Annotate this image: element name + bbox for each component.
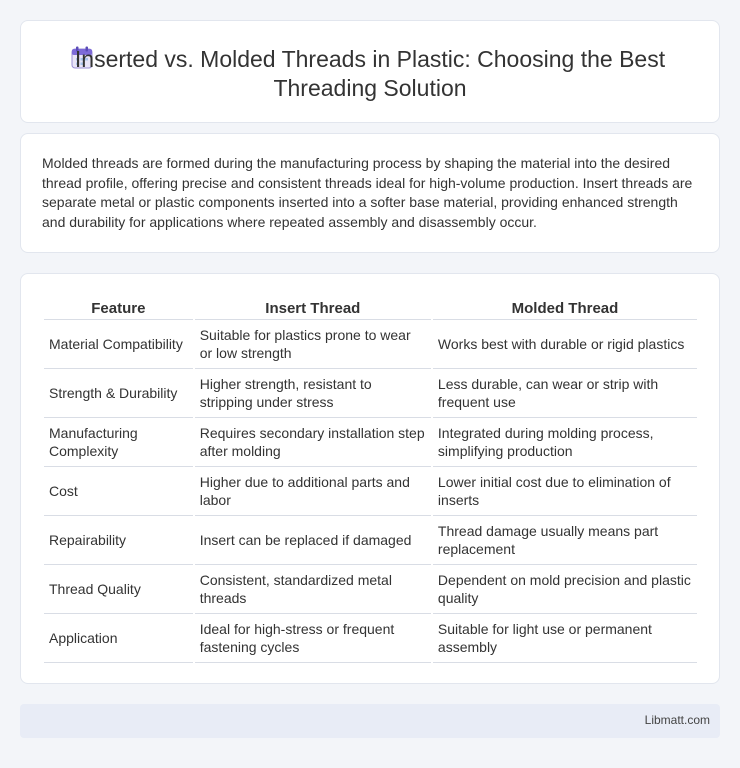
cell-insert-thread: Suitable for plastics prone to wear or low strength (195, 320, 431, 369)
cell-insert-thread: Higher strength, resistant to stripping under stress (195, 369, 431, 418)
table-row (44, 565, 697, 614)
comparison-table (42, 294, 699, 663)
table-row (44, 614, 697, 663)
cell-insert-thread: Requires secondary installation step after molding (195, 418, 431, 467)
footer-site-link[interactable]: Libmatt.com (644, 713, 710, 727)
cell-molded-thread: Works best with durable or rigid plastics (433, 320, 697, 369)
cell-molded-thread: Lower initial cost due to elimination of inserts (433, 467, 697, 516)
title-card (20, 20, 720, 123)
footer (20, 704, 720, 738)
cell-molded-thread: Less durable, can wear or strip with frequent use (433, 369, 697, 418)
cell-feature: Material Compatibility (44, 320, 193, 369)
cell-feature: Thread Quality (44, 565, 193, 614)
cell-molded-thread: Suitable for light use or permanent assembly (433, 614, 697, 663)
intro-paragraph: Molded threads are formed during the manufacturing process by shaping the material into the desired thread profile, offering precise and consistent threads ideal for high-volume production. Insert threads are separate metal or plastic components inserted into a softer base material, providing enhanced strength and durability for applications where repeated assembly and disassembly occur. (42, 155, 693, 230)
table-row (44, 418, 697, 467)
cell-feature: Manufacturing Complexity (44, 418, 193, 467)
cell-feature: Cost (44, 467, 193, 516)
header-molded-thread: Molded Thread (433, 294, 697, 320)
header-feature: Feature (44, 294, 193, 320)
table-row (44, 467, 697, 516)
table-row (44, 516, 697, 565)
table-header-row (44, 294, 697, 320)
table-card (20, 273, 720, 684)
cell-molded-thread: Dependent on mold precision and plastic quality (433, 565, 697, 614)
intro-card (20, 133, 720, 253)
cell-molded-thread: Thread damage usually means part replacement (433, 516, 697, 565)
header-insert-thread: Insert Thread (195, 294, 431, 320)
table-row (44, 320, 697, 369)
cell-feature: Repairability (44, 516, 193, 565)
table-row (44, 369, 697, 418)
cell-molded-thread: Integrated during molding process, simplifying production (433, 418, 697, 467)
cell-feature: Strength & Durability (44, 369, 193, 418)
cell-insert-thread: Insert can be replaced if damaged (195, 516, 431, 565)
cell-insert-thread: Ideal for high-stress or frequent fastening cycles (195, 614, 431, 663)
cell-insert-thread: Higher due to additional parts and labor (195, 467, 431, 516)
cell-feature: Application (44, 614, 193, 663)
page-title: Inserted vs. Molded Threads in Plastic: Choosing the Best Threading Solution (74, 46, 666, 101)
cell-insert-thread: Consistent, standardized metal threads (195, 565, 431, 614)
